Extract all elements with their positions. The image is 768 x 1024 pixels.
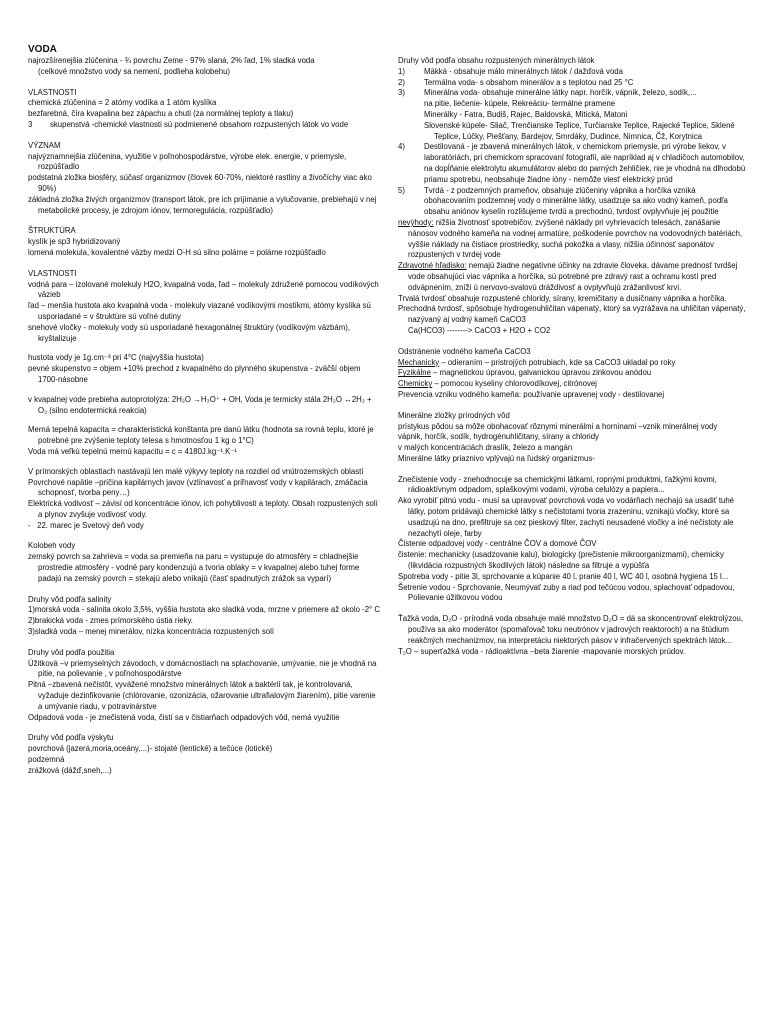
item-text: Destilovaná - je zbavená minerálnych látok, v chemickom priemysle, pri výrobe liekov, v laboratóriách, pri chemickom spracovaní fotografií, ale napríklad aj v chladičoch automobilov, na dopĺňanie elektrolytu akumulátorov alebo do parných žehličiek, nie je vhodná na dlhodobú priamu spotrebu, neobsahuje žiadne ióny - nemôže viesť elektrický prúd <box>424 142 746 184</box>
left-column <box>28 44 380 777</box>
text-line: základná zložka živých organizmov (transport látok, pre ich prijímanie a vylučovanie, prebiehajú v nej metabolické procesy, je zdrojom iónov, termoregulácia, rozpúšťadlo) <box>28 194 377 215</box>
list-item <box>398 186 748 218</box>
text-line: pevné skupenstvo = objem +10% prechod z kvapalného do plynného skupenstva - zväčší objem 1700-násobne <box>28 364 361 384</box>
text-line: Prechodná tvrdosť, spôsobuje hydrogenuhličitan vápenatý, ktorý sa vyzrážava na uhličitan vápenatý, nazývaný aj vodný kameň CaCO3 <box>398 304 746 325</box>
item-text: – odieraním – pristrojých potrubiach, kde sa CaCO3 ukladal po roky <box>439 357 676 367</box>
item-number: 3) <box>398 88 405 98</box>
text-line: Elektrická vodivosť – závisí od koncentrácie iónov, ich pohyblivosti a teploty. Obsah rozpustených solí a plynov zvyšuje vodivosť vody. <box>28 499 378 519</box>
section-heading: VLASTNOSTI <box>28 87 77 97</box>
text-line: Šetrenie vodou - Sprchovanie, Neumývať zuby a riad pod tečúcou vodou, splachovať odpadovou, Polievanie úžitkovou vodou <box>398 582 735 603</box>
list-item <box>398 78 748 89</box>
section-tazka-voda <box>398 614 748 657</box>
section-vyznam <box>28 141 380 217</box>
list-item: zrážková (dážď,sneh,...) <box>28 765 112 775</box>
section-heading: Kolobeh vody <box>28 541 76 551</box>
text-line <box>28 120 380 131</box>
section-salinita <box>28 595 380 638</box>
inline-label: nevýhody: <box>398 217 434 227</box>
list-item: 1)morská voda - salinita okolo 3,5%, vyššia hustota ako sladká voda, mrzne v priemere až okolo -2° C <box>28 605 380 615</box>
text-line: Prevencia vzniku vodného kameňa: používanie upravenej vody - destilovanej <box>398 389 665 399</box>
text-line: Znečistenie vody - znehodnocuje sa chemickými látkami, ropnými produktmi, ťažkými kovmi, rádioaktívnym odpadom, splaškovými vodami, výroba celulózy a papiera... <box>398 474 717 495</box>
section-heading: ŠTRUKTÚRA <box>28 226 76 236</box>
list-item: 2)brakická voda - zmes prímorského ústia rieky. <box>28 616 193 626</box>
right-column <box>398 56 748 657</box>
section-vlastnosti-1 <box>28 88 380 131</box>
list-item <box>398 368 748 379</box>
text-line: Trvalá tvrdosť obsahuje rozpustené chloridy, sírany, kremičitany a dusičnany vápnika a horčíka. <box>398 293 727 303</box>
text-line: V prímorských oblastiach nastávajú len malé výkyvy teploty na rozdiel od vnútrozemských oblastí <box>28 466 364 476</box>
inline-label: Fyzikálne <box>398 368 431 378</box>
list-item: Odpadová voda - je znečistená voda, čistí sa v čistiarňach odpadových vôd, nemá využitie <box>28 712 340 722</box>
item-number: 2) <box>398 77 405 87</box>
intro-line: najrozšírenejšia zlúčenina - ¾ povrchu Zeme - 97% slaná, 2% ľad, 1% sladká voda <box>28 56 315 65</box>
item-text: – pomocou kyseliny chlorovodíkovej, citrónovej <box>432 379 597 389</box>
reaction-equation: Ca(HCO3) --------> CaCO3 + H2O + CO2 <box>408 325 551 335</box>
list-item: povrchová (jazerá,moria,oceány,...)- stojaté (lentické) a tečúce (lotické) <box>28 744 273 754</box>
list-item: Úžitková –v priemyselných závodoch, v domácnostiach na splachovanie, umývanie, nie je vhodná na pitie, na polievanie , v poľnohospodárstve <box>28 658 377 679</box>
item-text: Tvrdá - z podzemných prameňov, obsahuje zlúčeniny vápnika a horčíka vzniká obohacovaním podzemnej vody o minerálne látky, usadzuje sa ako vodný kameň, podľa obsahu aniónov kyselín rozlišujeme tvrdú a prechodnú, tvrdosť ovplyvňuje jej použitie <box>424 185 728 217</box>
text-line: vodná para – izolované molekuly H2O, kvapalná voda, ľad – molekuly združené pomocou vodíkových väzieb <box>28 279 379 300</box>
item-number: 5) <box>398 185 405 195</box>
section-heading: Druhy vôd podľa použitia <box>28 647 115 657</box>
text-line: lomená molekula, kovalentné väzby medzi O-H sú silno polárne = polárne rozpúšťadlo <box>28 247 326 257</box>
item-text: Minerálna voda- obsahuje minerálne látky napr. horčík, vápnik, železo, sodík,... <box>424 88 697 98</box>
section-heading: Druhy vôd podľa výskytu <box>28 733 114 743</box>
section-heading: VÝZNAM <box>28 140 61 150</box>
text-line: Spotreba vody - pitie 3l, sprchovanie a kúpanie 40 l, pranie 40 l, WC 40 l, osobná hygiena 15 l... <box>398 571 729 581</box>
list-item: podzemná <box>28 755 65 765</box>
text-line: chemická zlúčenina = 2 atómy vodíka a 1 atóm kyslíka <box>28 98 217 108</box>
list-item <box>398 358 748 369</box>
text-line: hustota vody je 1g.cm⁻³ pri 4°C (najvyššia hustota) <box>28 353 204 363</box>
text-line: ľad – menšia hustota ako kvapalná voda - molekuly viazané vodíkovými mostíkmi, atómy kyslíka sú usporiadané = v štruktúre sú voľné dutiny <box>28 301 371 321</box>
list-item: Pitná –zbavená nečistôt, vyvážené množstvo minerálnych látok a baktérií tak, je kontrolovaná, vyžaduje dezinfikovanie (chlórovanie, ozonizácia, ožarovanie ultrafialovým žiarením), pitie varenie a umývanie riadu, v potravinárstve <box>28 680 376 711</box>
section-heading: Druhy vôd podľa obsahu rozpustených minerálnych látok <box>398 56 595 65</box>
text-line: vápnik, horčík, sodík, hydrogénuhličitany, sírany a chloridy <box>398 432 599 442</box>
section-heading: Druhy vôd podľa salinity <box>28 594 112 604</box>
list-item <box>398 67 748 78</box>
text-line: najvýznamnejšia zlúčenina, využitie v poľnohospodárstve, výrobe elek. energie, v priemysle, rozpúšťadlo <box>28 151 347 172</box>
section-heading: Minerálne zložky prírodných vôd <box>398 410 510 420</box>
section-kolobeh <box>28 541 380 584</box>
item-text: Termálna voda- s obsahom minerálov a s teplotou nad 25 °C <box>424 77 634 87</box>
page-title: VODA <box>28 44 57 55</box>
item-text: nižšia životnosť spotrebičov, zvýšené náklady pri vyhrievacích telesách, zanášanie nánosov vodného kameňa na vodnej armatúre, poškodenie povrchov na vodovodných batériách, vyššie náklady na čistiace prostriedky, suchá pokožka a vlasy, nižšia účinnosť saponátov rozpustených v tvrdej vode <box>408 217 743 260</box>
section-vodny-kamen <box>398 347 748 401</box>
list-bullet: - <box>28 520 31 530</box>
text-line: v malých koncentráciách draslík, železo a mangán <box>398 443 573 453</box>
intro-line: (celkové množstvo vody sa nemení, podlieha kolobehu) <box>38 66 230 76</box>
text-line: Merná tepelná kapacita = charakteristická konštanta pre danú látku (hodnota sa rovná teplu, ktoré je potrebné pre zvýšenie teploty telesa s hmotnosťou 1 kg o 1°C) <box>28 425 374 446</box>
list-item <box>398 142 748 185</box>
text-line <box>28 521 380 532</box>
section-znecistenie <box>398 475 748 605</box>
inline-label: Chemicky <box>398 379 433 389</box>
item-text: 22. marec je Svetový deň vody <box>37 520 144 530</box>
text-line <box>398 261 748 293</box>
section-pouzitie <box>28 648 380 724</box>
text-line: Povrchové napätie –príčina kapilárnych javov (vzlínavosť a priľnavosť vody v kapilárach, zmáčacia schopnosť, tvorba peny…) <box>28 477 368 498</box>
section-struktura <box>28 226 380 258</box>
text-line: snehové vločky - molekuly vody sú usporiadané hexagonálnej štruktúry (vodíkovým väzbám), kryštalizuje <box>28 322 350 343</box>
item-text: – magnetickou úpravou, galvanickou úpravou zinkovou anódou <box>430 368 652 378</box>
text-line: čistenie: mechanicky (usadzovanie kalu), biologicky (prečistenie mikroorganizmami), chemicky (likvidácia rozpustných škodlivých látok) následne sa filtruje a vypúšťa <box>398 550 724 571</box>
text-line: Slovenské kúpele- Sliač, Trenčianske Teplice, Turčianske Teplice, Rajecké Teplice, Sklené Teplice, Lúčky, Piešťany, Bardejov, Smrdáky, Dudince, Nimnica, Čž, Korytnica <box>424 120 735 141</box>
inline-label: Zdravotné hľadisko: <box>398 261 467 271</box>
list-item: 3)sladká voda – menej minerálov, nízka koncentrácia rozpustených solí <box>28 627 275 637</box>
section-mineralne-zlozky <box>398 411 748 465</box>
text-line: Ťažká voda, D₂O - prírodná voda obsahuje malé množstvo D₂O = dá sa skoncentrovať elektrolýzou, používa sa ako moderátor (spomaľovač toku neutrónov v jadrových reaktoroch) a na štúdium reakčných mechanizmov, na interpretáciu niektorých pásov v infračervených spektrách látok... <box>398 614 744 645</box>
section-mineral <box>398 56 748 337</box>
item-text: nemajú žiadne negatívne účinky na zdravie človeka. dávame prednosť tvrdšej vode obsahujúci viac vápnika a horčíka, sú potrebné pre zdravý rast a ochranu kostí pred odvápnením, zníži ú nervovo-svalovú dráždivosť a ovplyvňujú zrážanlivosť krvi. <box>408 261 738 292</box>
section-vyskyt <box>28 733 380 776</box>
text-line: kyslík je sp3 hybridizovaný <box>28 237 121 247</box>
list-item <box>398 379 748 390</box>
item-number: 4) <box>398 142 405 152</box>
text-line: Čistenie odpadovej vody - centrálne ČOV a domové ČOV <box>398 539 597 549</box>
text-line: podstatná zložka biosféry, súčasť organizmov (človek 60-70%, niektoré rastliny a živočíchy viac ako 90%) <box>28 173 372 193</box>
text-line <box>398 218 748 261</box>
text-line: T₂O – superťažká voda - rádioaktívna –beta žiarenie -mapovanie morských prúdov. <box>398 646 686 656</box>
inline-label: Mechanicky <box>398 357 440 367</box>
text-line: prístykus pôdou sa môže obohacovať rôznymi minerálmi a horninami –vznik minerálnej vody <box>398 421 718 431</box>
item-number: 1) <box>398 66 405 76</box>
section-vlastnosti-2 <box>28 269 380 532</box>
list-item <box>398 88 748 99</box>
section-heading: VLASTNOSTI <box>28 268 77 278</box>
section-heading: Odstránenie vodného kameňa CaCO3 <box>398 346 531 356</box>
text-line: na pitie, liečenie- kúpele, Rekreáciu- termálne pramene <box>424 99 616 109</box>
item-number: 3 <box>28 119 33 129</box>
item-text: skupenstvá -chemické vlastnosti sú podmienené obsahom rozpustených látok vo vode <box>50 119 349 129</box>
text-line: zemský povrch sa zahrieva = voda sa premieňa na paru = vystupuje do atmosféry = chladnejšie prostredie atmosféry - vodné pary kondenzujú a tvoria oblaky = v kvapalnej alebo tuhej forme padajú na zemský povrch = stekajú alebo vnikajú (časť spadnutých zrážok sa vyparí) <box>28 552 360 583</box>
text-line: Minerálne látky priaznivo vplývajú na ľudský organizmus- <box>398 453 595 463</box>
text-line: Minerálky - Fatra, Budiš, Rajec, Baldovská, Mitická, Matoni <box>424 109 628 119</box>
text-line: Voda má veľkú tepelnú mernú kapacitu = c = 4180J.kg⁻¹.K⁻¹ <box>28 446 238 456</box>
text-line: v kvapalnej vode prebieha autoprotolýza: 2H₂O →H₃O⁺ + OH, Voda je termicky stála 2H₂O ↔2H₂ + O₂ (silno endotermická reakcia) <box>28 394 372 415</box>
text-line: bezfarebná, číra kvapalina bez zápachu a chuti (za normálnej teploty a tlaku) <box>28 109 294 119</box>
item-text: Mäkká - obsahuje málo minerálnych látok / dažďová voda <box>424 66 623 76</box>
text-line: Ako vyrobiť pitnú vodu - musí sa upravovať povrchová voda vo vodárňach nechajú sa usadiť tuhé látky, potom pridávajú chemické látky s nečistotami tvoria zrazeninu, vznikajú vločky, ktoré sa usadzujú na dno, prefiltruje sa cez pieskový filter, zachytí neusadené vločky a iné nečistoty ale nezachytí oleje, farby <box>398 496 735 538</box>
